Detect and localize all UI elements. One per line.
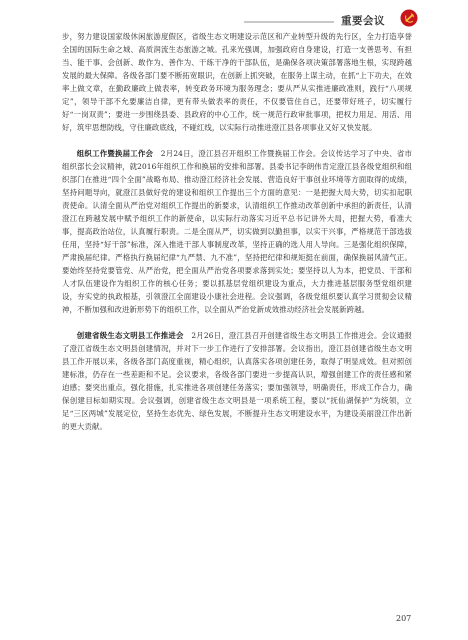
article-body (62, 30, 412, 433)
section-organization (62, 147, 412, 316)
header-title: 重要会议 (341, 15, 385, 27)
header-divider (244, 21, 334, 23)
page-header (0, 0, 468, 30)
section-body: 2月26日，澄江县召开创建省级生态文明县工作推进会。会议通报了澄江省级生态文明县创建情况，并对下一步工作进行了安排部署。会议指出，澄江县创建省级生态文明县工作开展以来，各级各部门高度重视，精心组织，认真落实各项创建任务，取得了明显成效。但对照创建标准，仍存在一些差距和不足。会议要求，各级各部门要进一步提高认识，增强创建工作的责任感和紧迫感；要突出重点，强化措施，扎实推进各项创建任务落实；要加强领导，明确责任，形成工作合力，确保创建目标如期实现。会议强调，创建省级生态文明县是一项系统工程，要以“抚仙湖保护”为统领，立足“三区两城”发展定位，坚持生态优先、绿色发展，不断提升生态文明建设水平，为建设美丽澄江作出新的更大贡献。 (62, 331, 413, 431)
section-eco-county (62, 329, 412, 433)
party-emblem-icon (400, 9, 418, 27)
page-number: 207 (396, 614, 412, 623)
section-title: 创建省级生态文明县工作推进会 (76, 331, 184, 340)
section-body: 2月24日，澄江县召开组织工作暨换届工作会。会议传达学习了中央、省市组织部长会议精神，就2016年组织工作和换届的安排和部署。县委书记李朗伟肯定澄江县各级党组织和组织部门在推进“四个全面”战略布局、推动澄江经济社会发展、营造良好干事创业环境等方面取得的成绩，坚持问题导向，就澄江县做好党的建设和组织工作提出三个方面的意见：一是把握大局大势，切实扣起职责使命。认清全面从严治党对组织工作提出的新要求，认清组织工作推动改革创新中承担的新责任，认清澄江在跨越发展中赋予组织工作的新使命，以实际行动落实习近平总书记讲外大局，把握大势，看准大事，提高政治站位，认真履行职责。二是全面从严，切实做到以勤担事，以实干兴事，严格规范干部选拔任用，坚持“好干部”标准，深入推进干部人事制度改革，坚持正确的选人用人导向。三是强化组织保障，严肃换届纪律。严格执行换届纪律“九严禁、九不准”，坚持把纪律和规矩挺在前面，确保换届风清气正。要始终坚持党要管党、从严治党，把全面从严治党各项要求落到实处；要坚持以人为本，把党员、干部和人才队伍建设作为组织工作的核心任务；要以抓基层党组织建设为重点，大力推进基层服务型党组织建设，夯实党的执政根基，引领澄江全面建设小康社会进程。会议强调，各级党组织要认真学习贯彻会议精神，不断加强和改进新形势下的组织工作，以全面从严治党新成效推动经济社会发展新跨越。 (62, 149, 412, 314)
intro-paragraph: 步，努力建设国家级休闲旅游度假区，省级生态文明建设示范区和产业转型升级的先行区，全力打造享誉全国的国际生命之城、高质润流生态旅游之城。孔来光强调，加强政府自身建设，打造一支善思考、有担当、能干事、会创新、敢作为、善作为、干练干净的干部队伍，是确保各项决策部署落地生根，实现跨越发展的最大保障。各级各部门要不断拓宽眼识，在创新上抓突破，在服务上谋主动，在抓“上下功夫，在效率上做文章，在勤政廉政上做表率，转变政务环境为服务理念；要从严从实推进廉政准则，践行“八项规定”，领导干部不允要廉洁自律，更有带头做表率的责任，不仅要管住自己，还要带好班子，切实履行好“一岗双责”；要进一步围绕县委、县政府的中心工作，统一规范行政审批事项，把权力用足、用活、用好，筑牢思想防线，守住廉政底线，不碰红线，以实际行动推进澄江县各项事业又好又快发展。 (62, 32, 412, 132)
section-title: 组织工作暨换届工作会 (76, 149, 154, 158)
